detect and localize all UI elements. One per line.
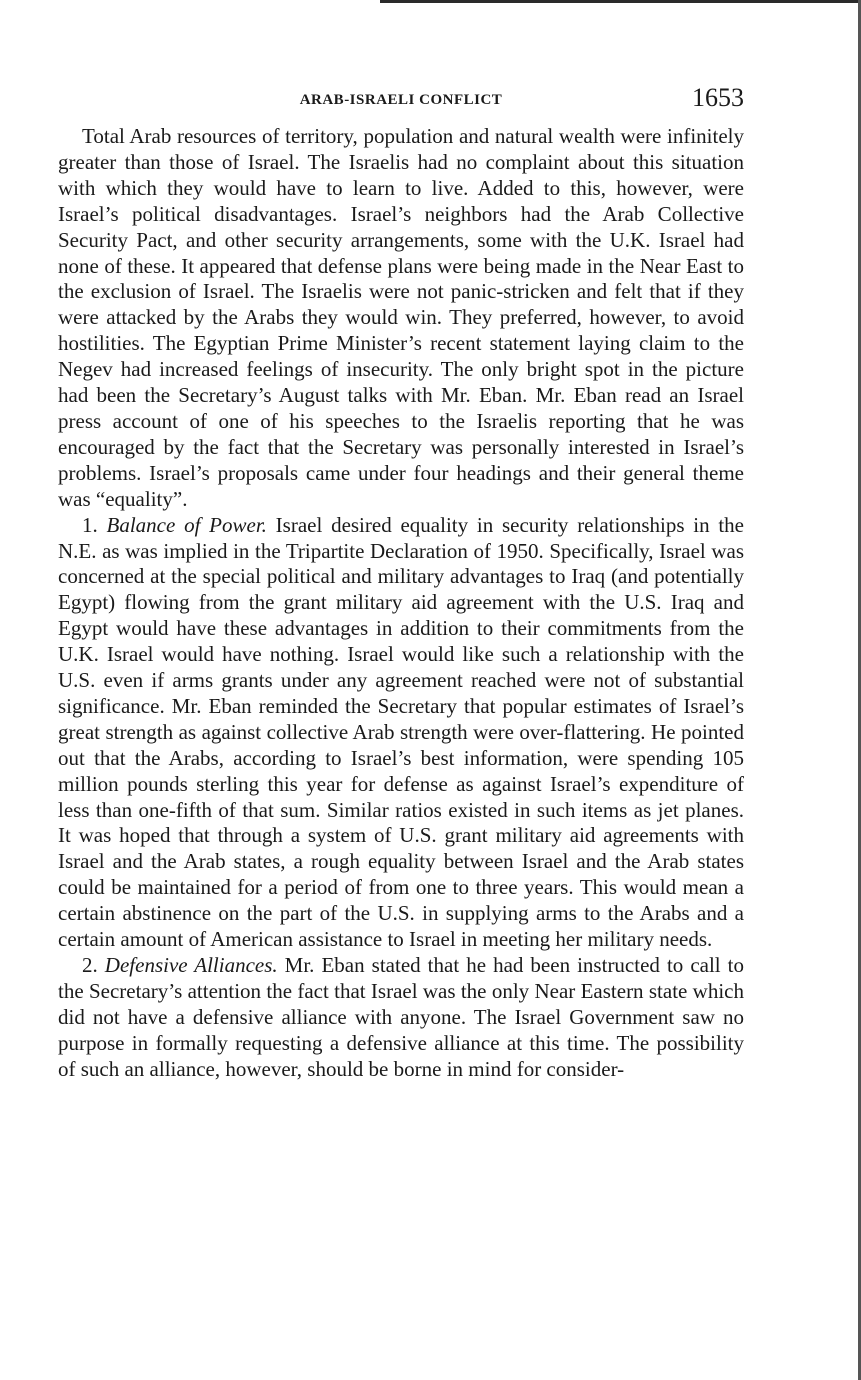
paragraph-text: Mr. Eban stated that he had been instructed to call to the Secretary’s attention the fact that Israel was the only Near Eastern state which did not have a defensive alliance with anyone. The Israel Government saw no purpose in formally requesting a defensive alliance at this time. The possibility of such an alliance, however, should be borne in mind for consider- [58, 953, 745, 1081]
paragraph-number: 2. [82, 953, 105, 977]
running-title: ARAB-ISRAELI CONFLICT [299, 92, 503, 108]
paragraph-text: Israel desired equality in security relationships in the N.E. as was implied in the Tripartite Declaration of 1950. Specifically, Israel was concerned at the special political and military advantages to Iraq (and potentially Egypt) flowing from the grant military aid agreement with the U.S. Iraq and Egypt would have these advantages in addition to their commitments from the U.K. Israel would have nothing. Israel would like such a relationship with the U.S. even if arms grants under any agreement reached were not of substantial significance. Mr. Eban reminded the Secretary that popular estimates of Israel’s great strength as against collective Arab strength were over-flattering. He pointed out that the Arabs, according to Israel’s best information, were spending 105 million pounds sterling this year for defense as against Israel’s expenditure of less than one-fifth of that sum. Similar ratios existed in such items as jet planes. It was hoped that through a system of U.S. grant military aid agreements with Israel and the Arab states, a rough equality between Israel and the Arab states could be maintained for a period of from one to three years. This would mean a certain abstinence on the part of the U.S. in supplying arms to the Arabs and a certain amount of American assistance to Israel in meeting her military needs. [58, 512, 745, 952]
paragraph-heading: Defensive Alliances. [104, 953, 278, 977]
paragraph-resources [58, 124, 744, 513]
paragraph-number: 1. [82, 512, 107, 537]
running-header [58, 84, 744, 118]
paragraph-text: Total Arab resources of territory, population and natural wealth were infinitely greater than those of Israel. The Israelis had no complaint about this situation with which they would have to learn to live. Added to this, however, were Israel’s political disadvantages. Israel’s neighbors had the Arab Collective Security Pact, and other security arrangements, some with the U.K. Israel had none of these. It appeared that defense plans were being made in the Near East to the exclusion of Israel. The Israelis were not panic-stricken and felt that if they were attacked by the Arabs they would win. They preferred, however, to avoid hostilities. The Egyptian Prime Minister’s recent statement laying claim to the Negev had increased feelings of insecurity. The only bright spot in the picture had been the Secretary’s August talks with Mr. Eban. Mr. Eban read an Israel press account of one of his speeches to the Israelis reporting that he was encouraged by the fact that the Secretary was personally interested in Israel’s problems. Israel’s proposals came under four headings and their general theme was “equality”. [58, 124, 744, 511]
body-text [58, 124, 744, 1083]
paragraph-defensive-alliances [58, 953, 744, 1083]
top-edge-rule [380, 0, 861, 3]
document-page [58, 84, 744, 1083]
paragraph-heading: Balance of Power. [106, 512, 267, 537]
page-number: 1653 [692, 83, 744, 112]
paragraph-balance-of-power [58, 513, 744, 953]
